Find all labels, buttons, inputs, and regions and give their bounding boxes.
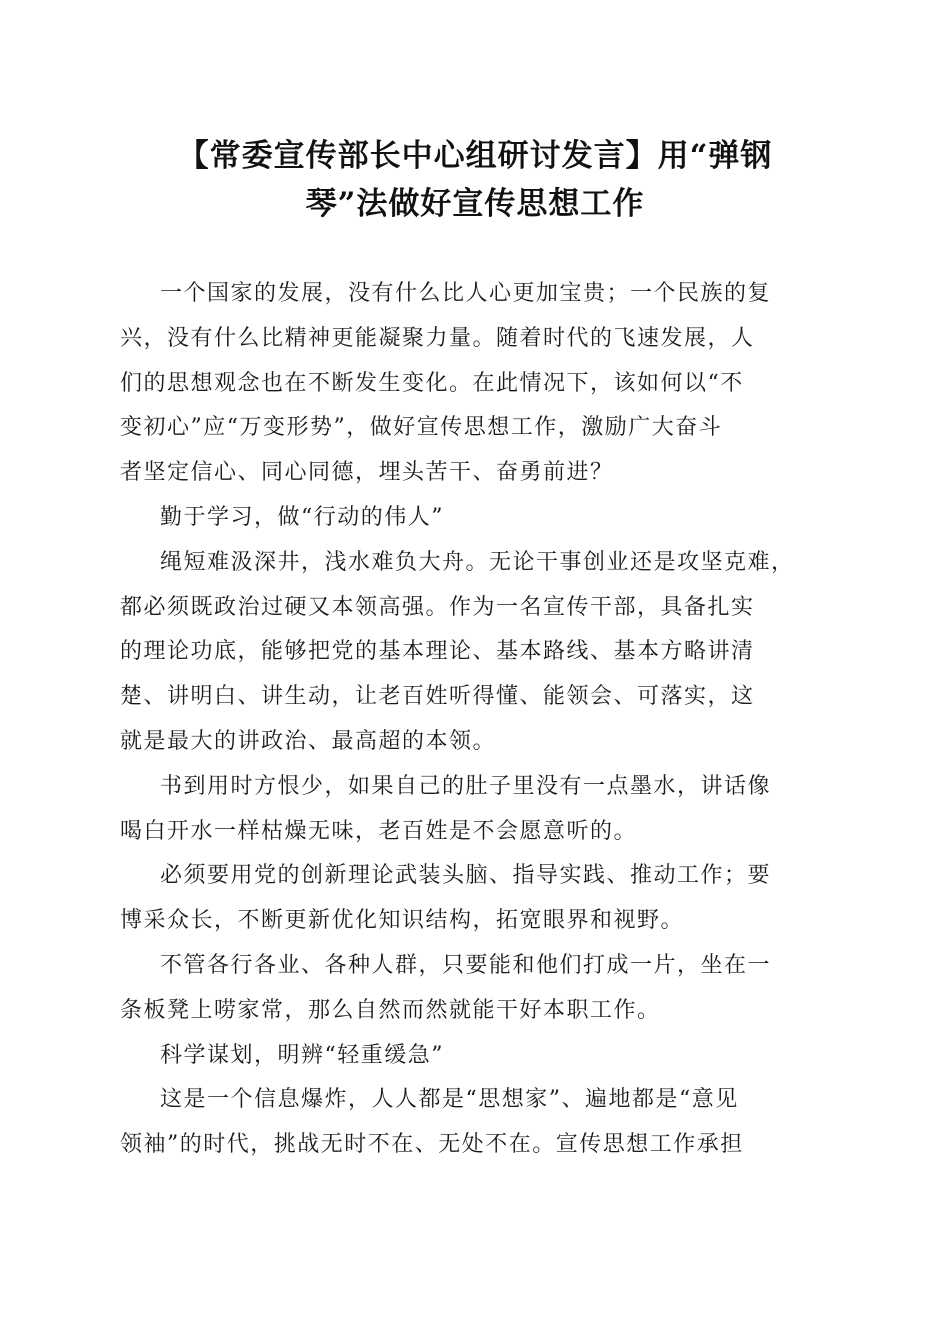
document-body [120, 272, 834, 1168]
section-heading-text: 科学谋划，明辨“轻重缓急” [160, 1042, 444, 1068]
paragraph-line: 的理论功底，能够把党的基本理论、基本路线、基本方略讲清 [120, 639, 755, 665]
paragraph-line: 博采众长，不断更新优化知识结构，拓宽眼界和视野。 [120, 908, 685, 934]
paragraph-line: 都必须既政治过硬又本领高强。作为一名宣传干部，具备扎实 [120, 594, 755, 620]
paragraph [120, 854, 834, 944]
paragraph-line: 领袖”的时代，挑战无时不在、无处不在。宣传思想工作承担 [120, 1132, 744, 1158]
paragraph-line: 就是最大的讲政治、最高超的本领。 [120, 728, 497, 754]
paragraph-line: 这是一个信息爆炸，人人都是“思想家”、遍地都是“意见 [160, 1087, 739, 1113]
paragraph-line: 一个国家的发展，没有什么比人心更加宝贵；一个民族的复 [160, 281, 772, 306]
paragraph [120, 541, 834, 765]
section-heading [120, 496, 834, 541]
paragraph-line: 必须要用党的创新理论武装头脑、指导实践、推动工作；要 [160, 863, 772, 889]
paragraph [120, 765, 834, 855]
document-title [120, 132, 830, 228]
title-line: 琴”法做好宣传思想工作 [305, 186, 645, 222]
paragraph-intro [120, 272, 834, 496]
paragraph [120, 1078, 834, 1168]
paragraph-line: 喝白开水一样枯燥无味，老百姓是不会愿意听的。 [120, 818, 638, 844]
paragraph-line: 绳短难汲深井，浅水难负大舟。无论干事创业还是攻坚克难， [160, 549, 795, 575]
section-heading [120, 1034, 834, 1079]
paragraph-line: 变初心”应“万变形势”，做好宣传思想工作，激励广大奋斗 [120, 415, 723, 441]
paragraph-line: 条板凳上唠家常，那么自然而然就能干好本职工作。 [120, 997, 661, 1023]
paragraph-line: 楚、讲明白、讲生动，让老百姓听得懂、能领会、可落实，这 [120, 684, 755, 710]
paragraph [120, 944, 834, 1034]
paragraph-line: 兴，没有什么比精神更能凝聚力量。随着时代的飞速发展，人 [120, 325, 755, 351]
title-line: 【常委宣传部长中心组研讨发言】用“弹钢 [177, 138, 773, 174]
paragraph-line: 者坚定信心、同心同德，埋头苦干、奋勇前进？ [120, 460, 614, 486]
section-heading-text: 勤于学习，做“行动的伟人” [160, 504, 444, 530]
paragraph-line: 不管各行各业、各种人群，只要能和他们打成一片，坐在一 [160, 952, 772, 978]
paragraph-line: 们的思想观念也在不断发生变化。在此情况下，该如何以“不 [120, 370, 744, 396]
paragraph-line: 书到用时方恨少，如果自己的肚子里没有一点墨水，讲话像 [160, 773, 772, 799]
